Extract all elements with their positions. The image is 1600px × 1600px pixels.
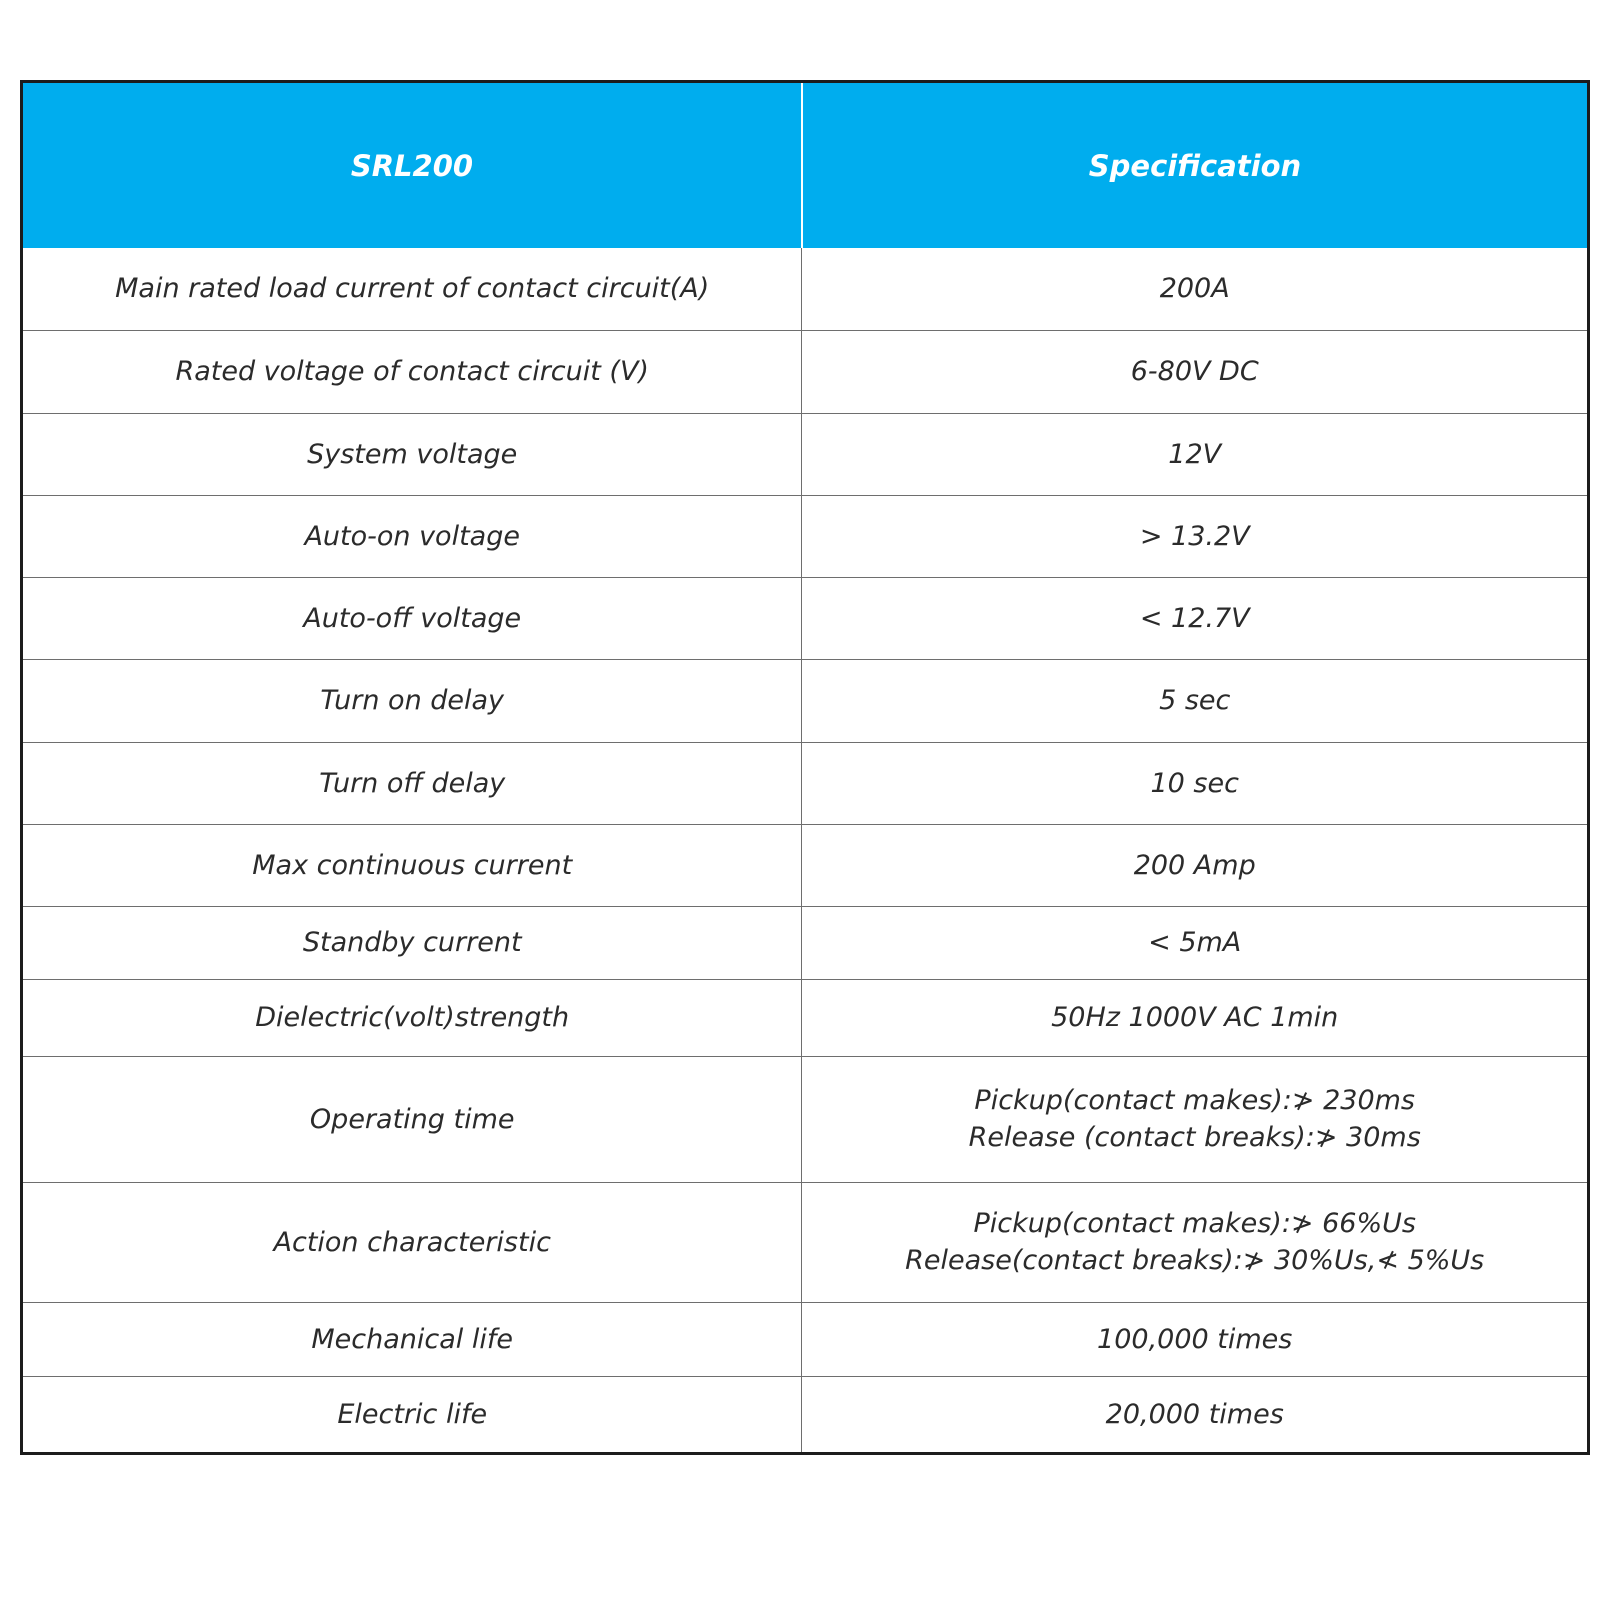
spec-value <box>802 906 1589 979</box>
spec-value <box>802 659 1589 742</box>
table-body <box>22 248 1589 1453</box>
spec-label: Turn off delay <box>22 742 802 824</box>
spec-value-line: Release (contact breaks):≯ 30ms <box>968 1122 1421 1153</box>
spec-value-line: 50Hz 1000V AC 1min <box>1051 1002 1339 1033</box>
spec-label: Mechanical life <box>22 1302 802 1376</box>
spec-value <box>802 1302 1589 1376</box>
table-row <box>22 413 1589 495</box>
table-row <box>22 330 1589 413</box>
spec-value <box>802 979 1589 1056</box>
table-row <box>22 1376 1589 1453</box>
spec-value-line: 200 Amp <box>1133 849 1256 881</box>
table-row <box>22 979 1589 1056</box>
spec-label: Main rated load current of contact circuit(A) <box>22 248 802 330</box>
spec-label: Electric life <box>22 1376 802 1453</box>
spec-label: Rated voltage of contact circuit (V) <box>22 330 802 413</box>
spec-value <box>802 742 1589 824</box>
spec-table <box>20 80 1590 1455</box>
spec-value <box>802 413 1589 495</box>
table-header-row <box>22 82 1589 249</box>
table-row <box>22 248 1589 330</box>
spec-label: Dielectric(volt)strength <box>22 979 802 1056</box>
table-row <box>22 1302 1589 1376</box>
spec-value-line: < 5mA <box>1148 927 1242 958</box>
spec-label: System voltage <box>22 413 802 495</box>
table-row <box>22 1056 1589 1182</box>
table-row <box>22 742 1589 824</box>
spec-value <box>802 1376 1589 1453</box>
spec-label: Operating time <box>22 1056 802 1182</box>
spec-label: Action characteristic <box>22 1182 802 1302</box>
spec-value <box>802 1056 1589 1182</box>
table-row <box>22 495 1589 577</box>
spec-value-line: 10 sec <box>1150 767 1239 799</box>
header-model: SRL200 <box>22 82 802 249</box>
spec-value <box>802 577 1589 659</box>
spec-value-line: 200A <box>1159 273 1230 305</box>
spec-value-line: Release(contact breaks):≯ 30%Us,≮ 5%Us <box>905 1245 1485 1276</box>
table-row <box>22 577 1589 659</box>
spec-value-line: < 12.7V <box>1139 602 1250 634</box>
spec-value <box>802 495 1589 577</box>
header-specification: Specification <box>802 82 1589 249</box>
spec-value <box>802 330 1589 413</box>
spec-value <box>802 248 1589 330</box>
table-row <box>22 906 1589 979</box>
spec-label: Max continuous current <box>22 824 802 906</box>
spec-value-line: 6-80V DC <box>1130 356 1259 387</box>
spec-value-line: 12V <box>1168 438 1222 470</box>
spec-value <box>802 1182 1589 1302</box>
spec-value <box>802 824 1589 906</box>
spec-value-line: > 13.2V <box>1139 520 1250 552</box>
spec-label: Standby current <box>22 906 802 979</box>
spec-value-line: Pickup(contact makes):≯ 66%Us <box>973 1208 1416 1239</box>
spec-value-line: 5 sec <box>1159 685 1231 716</box>
table-row <box>22 1182 1589 1302</box>
spec-label: Auto-on voltage <box>22 495 802 577</box>
spec-label: Turn on delay <box>22 659 802 742</box>
spec-value-line: 100,000 times <box>1097 1323 1293 1355</box>
table-row <box>22 824 1589 906</box>
spec-value-line: Pickup(contact makes):≯ 230ms <box>974 1085 1415 1116</box>
table-row <box>22 659 1589 742</box>
spec-label: Auto-off voltage <box>22 577 802 659</box>
spec-value-line: 20,000 times <box>1105 1398 1284 1430</box>
